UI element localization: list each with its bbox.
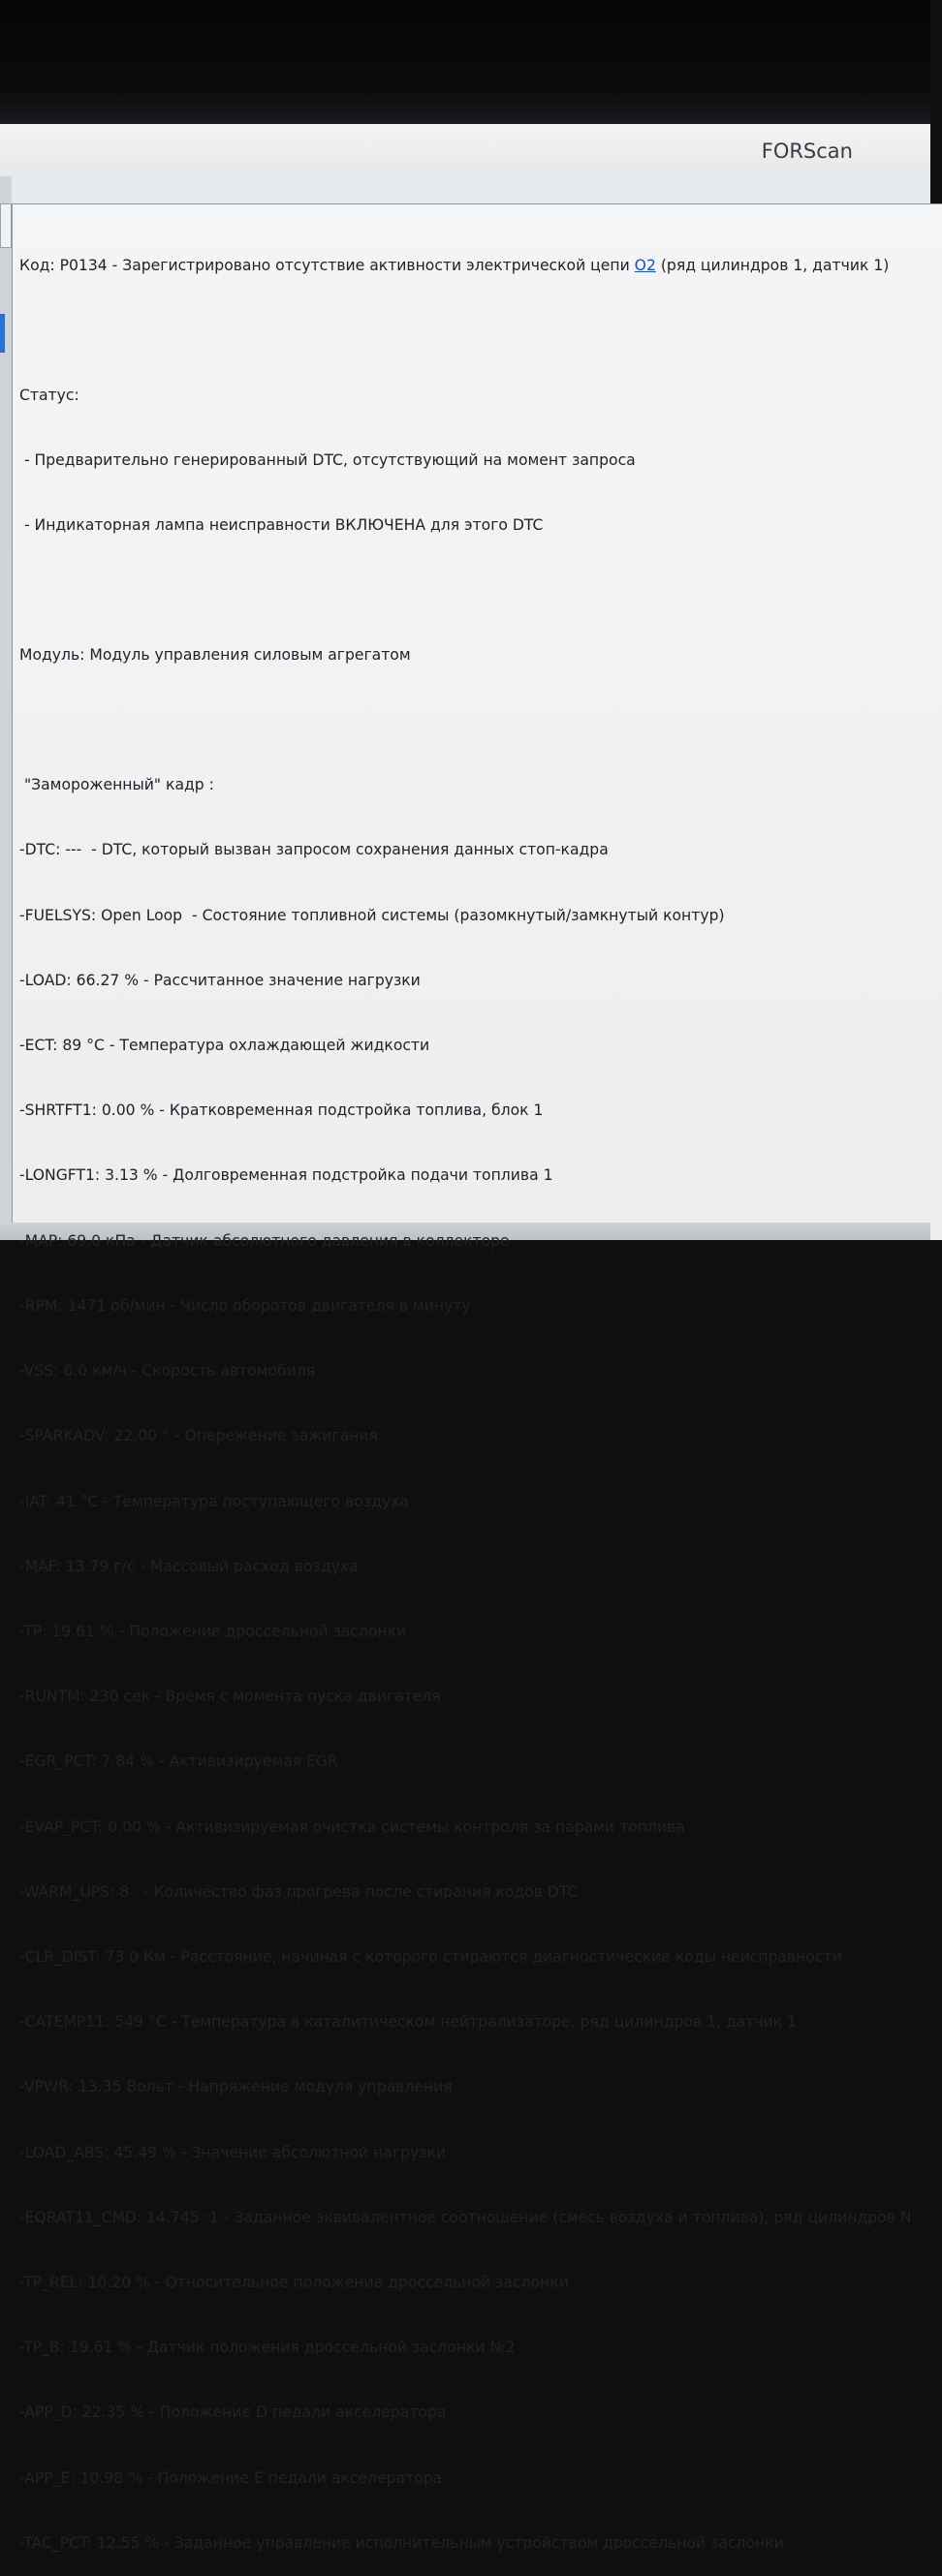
freeze-frame-row: -FUELSYS: Open Loop - Состояние топливной системы (разомкнутый/замкнутый контур) <box>19 906 725 924</box>
freeze-frame-row: -RUNTM: 230 сек - Время с момента пуска двигателя <box>19 1688 441 1706</box>
selection-marker <box>0 314 5 353</box>
freeze-frame-row: -MAP: 69.0 кПа - Датчик абсолютного давления в коллекторе <box>19 1231 510 1250</box>
dtc-code-suffix: (ряд цилиндров 1, датчик 1) <box>655 256 890 274</box>
freeze-frame-row: -VPWR: 13.35 Вольт - Напряжение модуля управления <box>19 2078 453 2096</box>
freeze-frame-header: "Замороженный" кадр : <box>19 776 214 794</box>
freeze-frame-row: -LOAD: 66.27 % - Рассчитанное значение нагрузки <box>19 971 421 989</box>
module-line: Модуль: Модуль управления силовым агрегатом <box>19 646 411 665</box>
left-panel-tab[interactable] <box>0 203 12 248</box>
freeze-frame-row: -RPM: 1471 об/мин - Число оборотов двигателя в минуту <box>19 1296 471 1315</box>
freeze-frame-row: -SPARKADV: 22.00 ° - Опережение зажигания <box>19 1427 378 1445</box>
freeze-frame-row: -VSS: 6.0 км/ч - Скорость автомобиля <box>19 1362 316 1381</box>
freeze-frame-row: -CLR_DIST: 73.0 Км - Расстояние, начиная с которого стираются диагностические коды неисправности <box>19 1947 842 1966</box>
o2-link[interactable]: O2 <box>634 256 656 274</box>
dtc-details-text <box>19 211 926 2576</box>
freeze-frame-row: -WARM_UPS: 8 - Количество фаз прогрева после стирания кодов DTC <box>19 1882 579 1901</box>
app-title: FORScan <box>761 140 853 163</box>
freeze-frame-row: -LOAD_ABS: 45.49 % - Значение абсолютной нагрузки <box>19 2143 447 2161</box>
status-header: Статус: <box>19 386 79 404</box>
freeze-frame-row: -TP: 19.61 % - Положение дроссельной заслонки <box>19 1622 407 1640</box>
freeze-frame-row: -ECT: 89 °C - Температура охлаждающей жидкости <box>19 1037 430 1055</box>
status-item: - Индикаторная лампа неисправности ВКЛЮЧЕНА для этого DTC <box>19 516 544 535</box>
freeze-frame-row: -SHRTFT1: 0.00 % - Кратковременная подстройка топлива, блок 1 <box>19 1102 544 1120</box>
monitor-bezel <box>0 0 930 126</box>
status-item: - Предварительно генерированный DTC, отсутствующий на момент запроса <box>19 451 636 470</box>
freeze-frame-row: -TAC_PCT: 12.55 % - Заданное управление исполнительным устройством дроссельной заслонки <box>19 2533 784 2552</box>
dtc-code-line <box>19 255 926 276</box>
freeze-frame-row: -TP_B: 19.61 % - Датчик положения дроссельной заслонки №2 <box>19 2339 516 2357</box>
freeze-frame-row: -EVAP_PCT: 0.00 % - Активизируемая очистка системы контроля за парами топлива <box>19 1817 685 1836</box>
freeze-frame-row: -TP_REL: 10.20 % - Относительное положение дроссельной заслонки <box>19 2273 569 2291</box>
freeze-frame-row: -MAF: 13.79 г/с - Массовый расход воздуха <box>19 1557 359 1575</box>
freeze-frame-row: -APP_D: 22.35 % - Положение D педали акселератора <box>19 2404 447 2422</box>
left-panel-strip <box>0 176 12 1240</box>
freeze-frame-row: -APP_E: 10.98 % - Положение E педали акселератора <box>19 2468 443 2487</box>
freeze-frame-row: -LONGFT1: 3.13 % - Долговременная подстройка подачи топлива 1 <box>19 1166 553 1185</box>
freeze-frame-row: -DTC: --- - DTC, который вызван запросом сохранения данных стоп-кадра <box>19 841 609 859</box>
freeze-frame-row: -EQRAT11_CMD: 14.745 :1 - Заданное эквивалентное соотношение (смесь воздуха и топлива), ряд цилиндров N <box>19 2208 912 2226</box>
title-bar <box>0 124 930 176</box>
freeze-frame-row: -CATEMP11: 549 °C - Температура в каталитическом нейтрализаторе, ряд цилиндров 1, датчик 1 <box>19 2013 797 2032</box>
freeze-frame-row: -EGR_PCT: 7.84 % - Активизируемая EGR <box>19 1753 338 1771</box>
freeze-frame-row: -IAT: 41 °C - Температура поступающего воздуха <box>19 1492 409 1510</box>
dtc-code-text: Код: P0134 - Зарегистрировано отсутствие активности электрической цепи <box>19 256 635 274</box>
